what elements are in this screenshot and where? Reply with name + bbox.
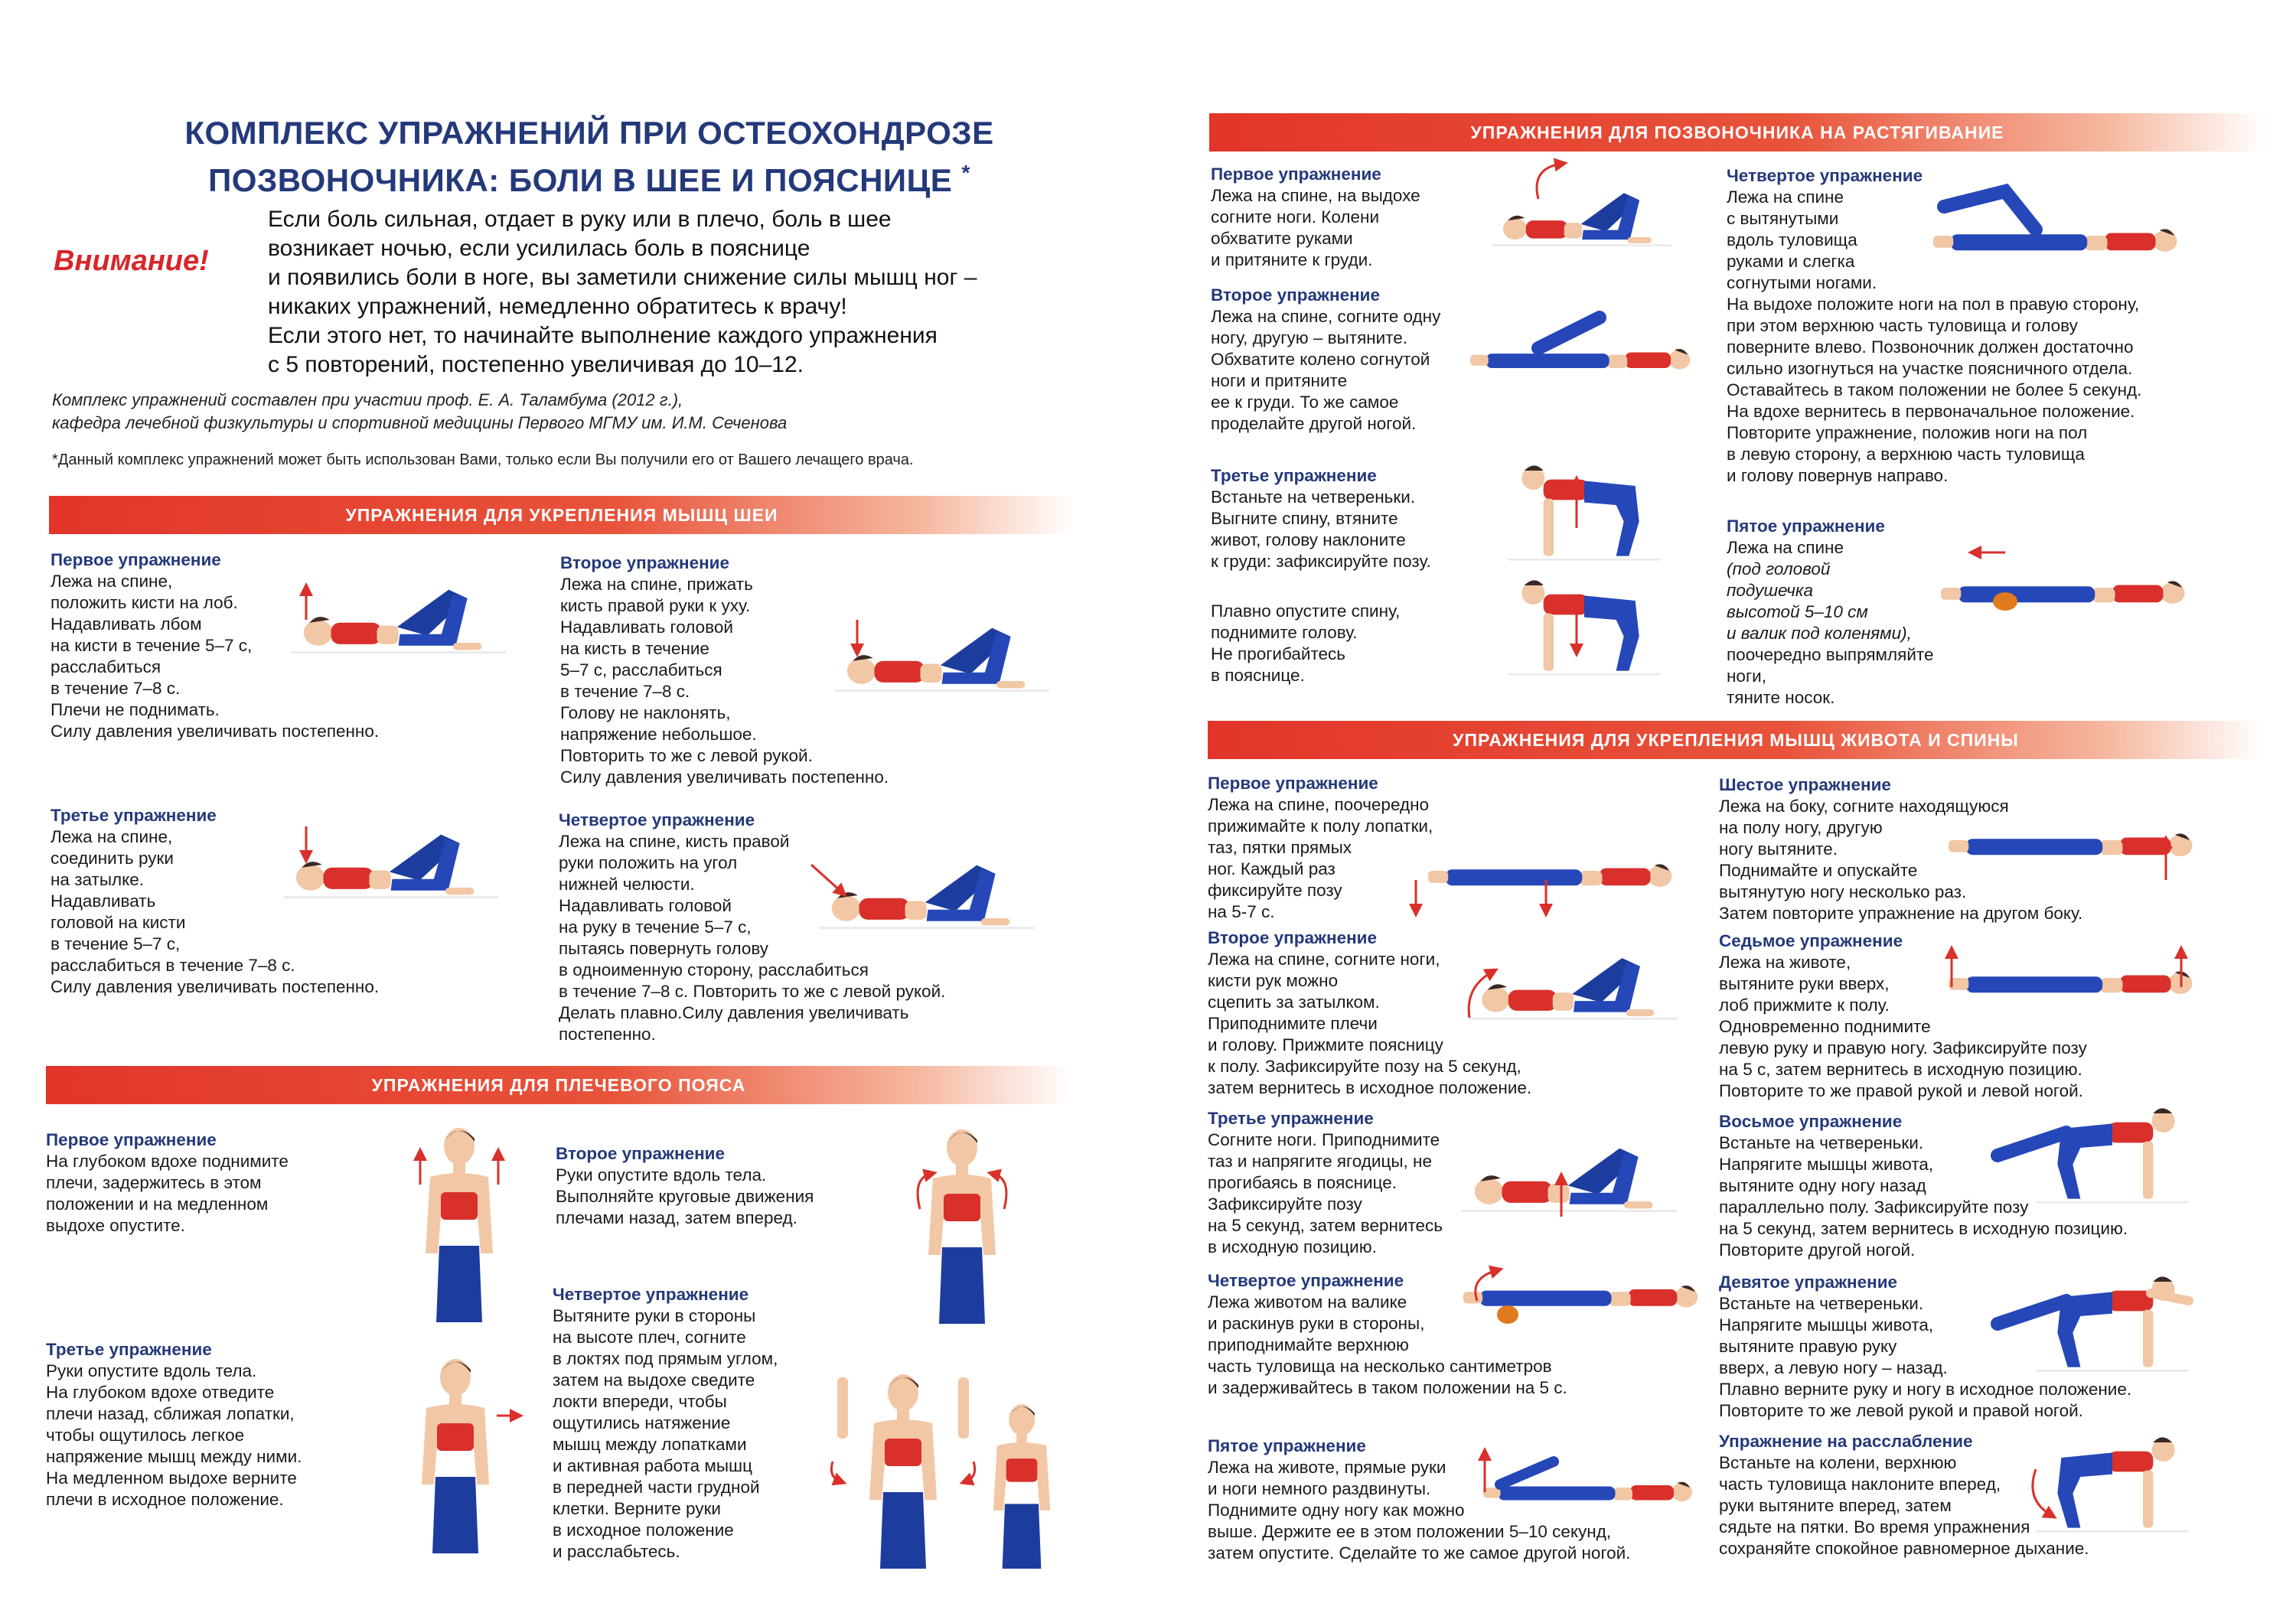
- abs-ex8-illustration: [1982, 1094, 2204, 1209]
- exercise-text: поочередно выпрямляйте ноги, тяните носок.: [1727, 645, 1934, 707]
- exercise-title: Четвертое упражнение: [1727, 166, 1923, 185]
- abs-ex2-illustration: [1469, 941, 1691, 1041]
- exercise-text: Согните ноги. Приподнимите таз и напрягите ягодицы, не прогибаясь в пояснице. Зафиксируйте позу на 5 секунд, затем вернитесь в исходную позицию.: [1208, 1130, 1443, 1256]
- exercise-title: Третье упражнение: [51, 806, 217, 825]
- exercise-text: Лежа на спине, согните ноги, кисти рук можно сцепить за затылком. Приподнимите плечи и голову. Прижмите поясницу к полу. Зафиксируйте позу на 5 секунд, затем вернитесь в исходное положение.: [1208, 950, 1532, 1097]
- exercise-text: Лежа на животе, вытяните руки вверх, лоб прижмите к полу. Одновременно поднимите левую руку и правую ногу. Зафиксируйте позу на 5 с, затем вернитесь в исходную позицию. Повторите то же правой рукой и левой ногой.: [1719, 953, 2087, 1100]
- intro-line: с 5 повторений, постепенно увеличивая до 10–12.: [268, 352, 804, 377]
- abs-ex10-illustration: [2020, 1423, 2204, 1538]
- shoulder-ex2-illustration: [912, 1125, 1012, 1324]
- exercise-title: Четвертое упражнение: [559, 810, 755, 829]
- intro-line: Если этого нет, то начинайте выполнение каждого упражнения: [268, 323, 938, 348]
- exercise-text: Лежа на спине: [1727, 538, 1844, 557]
- exercise-title: Первое упражнение: [51, 550, 221, 569]
- exercise-text: Плавно опустите спину, поднимите голову. Не прогибайтесь в пояснице.: [1211, 601, 1401, 685]
- exercise-text: Лежа на спине с вытянутыми вдоль туловища руками и слегка согнутыми ногами.: [1727, 187, 1877, 292]
- exercise-title: Третье упражнение: [1208, 1109, 1374, 1128]
- exercise-text-italic: (под головой подушечка высотой 5–10 см и валик под коленями),: [1727, 559, 1912, 643]
- intro-line: никаких упражнений, немедленно обратитесь к врачу!: [268, 294, 847, 319]
- intro-line: возникает ночью, если усилилась боль в пояснице: [268, 236, 810, 261]
- exercise-text: Руки опустите вдоль тела. На глубоком вдохе отведите плечи назад, сближая лопатки, чтобы ощутилось легкое напряжение мышц между ними. На медленном выдохе верните плечи в исходное положение.: [46, 1361, 302, 1509]
- exercise-text: Лежа на спине, прижать кисть правой руки к уху. Надавливать головой на кисть в течение 5–7 с, расслабиться в течение 7–8 с. Голову не наклонять, напряжение небольшое. Повторить то же с левой рукой. Силу давления увеличивать постепенно.: [560, 575, 889, 787]
- section-band-stretch: УПРАЖНЕНИЯ ДЛЯ ПОЗВОНОЧНИКА НА РАСТЯГИВАНИЕ: [1209, 113, 2265, 152]
- stretch-exercise-3: [1211, 465, 1517, 572]
- abs-ex7-illustration: [1936, 941, 2197, 1025]
- abs-ex3-illustration: [1462, 1133, 1691, 1232]
- exercise-title: Второе упражнение: [560, 553, 730, 572]
- abs-ex6-illustration: [1936, 803, 2197, 888]
- exercise-text: На глубоком вдохе поднимите плечи, задержитесь в этом положении и на медленном выдохе опустите.: [46, 1152, 289, 1235]
- credits-line-2: кафедра лечебной физкультуры и спортивной медицины Первого МГМУ им. И.М. Сеченова: [52, 413, 788, 432]
- shoulder-exercise-2: [556, 1143, 915, 1229]
- exercise-text: Лежа на боку, согните находящуюся на полу ногу, другую ногу вытяните. Поднимайте и опускайте вытянутую ногу несколько раз. Затем повторите упражнение на другом боку.: [1719, 797, 2083, 923]
- shoulder-ex3-illustration: [402, 1339, 524, 1569]
- exercise-title: Второе упражнение: [1208, 928, 1378, 947]
- exercise-text: Лежа на спине, кисть правой руки положить на угол нижней челюсти. Надавливать головой на руку в течение 5–7 с, пытаясь повернуть голову в одноименную сторону, расслабиться в течение 7–8 с. Повторить то же с левой рукой. Делать плавно.Силу давления увеличивать постепенно.: [559, 832, 946, 1044]
- exercise-title: Седьмое упражнение: [1719, 931, 1903, 950]
- exercise-title: Четвертое упражнение: [553, 1285, 749, 1304]
- stretch-ex1-illustration: [1492, 153, 1684, 275]
- section-band-neck: УПРАЖНЕНИЯ ДЛЯ УКРЕПЛЕНИЯ МЫШЦ ШЕИ: [49, 496, 1075, 534]
- shoulder-ex1-illustration: [409, 1123, 509, 1322]
- exercise-title: Второе упражнение: [556, 1144, 726, 1163]
- abs-ex5-illustration: [1469, 1439, 1699, 1523]
- stretch-exercise-4b: [1727, 294, 2216, 487]
- exercise-text: Лежа на животе, прямые руки и ноги немного раздвинуты. Поднимите одну ногу как можно выше. Держите ее в этом положении 5–10 секунд, затем опустите. Сделайте то же самое другой ногой.: [1208, 1458, 1631, 1563]
- neck-ex4-illustration: [811, 849, 1056, 949]
- abs-ex9-illustration: [1982, 1263, 2204, 1377]
- exercise-title: Упражнение на расслабление: [1719, 1432, 1973, 1451]
- stretch-ex5-illustration: [1913, 536, 2204, 627]
- attention-label: Внимание!: [54, 245, 209, 277]
- title-asterisk: *: [961, 161, 970, 184]
- exercise-title: Второе упражнение: [1211, 285, 1381, 305]
- neck-ex3-illustration: [283, 819, 513, 918]
- exercise-title: Пятое упражнение: [1727, 517, 1885, 536]
- neck-ex2-illustration: [834, 612, 1064, 712]
- exercise-title: Шестое упражнение: [1719, 775, 1891, 794]
- exercise-text: Лежа на спине, поочередно прижимайте к полу лопатки, таз, пятки прямых ног. Каждый раз фиксируйте позу на 5-7 с.: [1208, 795, 1433, 921]
- exercise-title: Третье упражнение: [46, 1340, 212, 1359]
- stretch-ex3b-illustration: [1492, 566, 1676, 681]
- exercise-text: Лежа на спине, на выдохе согните ноги. Колени обхватите руками и притяните к груди.: [1211, 186, 1420, 269]
- exercise-title: Четвертое упражнение: [1208, 1271, 1404, 1290]
- stretch-ex4-illustration: [1921, 184, 2181, 275]
- exercise-title: Первое упражнение: [1211, 165, 1381, 184]
- neck-ex1-illustration: [291, 574, 520, 673]
- exercise-title: Девятое упражнение: [1719, 1273, 1898, 1292]
- shoulder-ex4-illustration-side: [972, 1400, 1071, 1569]
- exercise-title: Первое упражнение: [1208, 774, 1378, 793]
- section-band-abs: УПРАЖНЕНИЯ ДЛЯ УКРЕПЛЕНИЯ МЫШЦ ЖИВОТА И СПИНЫ: [1208, 721, 2264, 759]
- stretch-exercise-1: [1211, 164, 1517, 271]
- stretch-exercise-3b: [1211, 601, 1517, 686]
- exercise-text: Руки опустите вдоль тела. Выполняйте круговые движения плечами назад, затем вперед.: [556, 1165, 814, 1227]
- section-band-shoulder: УПРАЖНЕНИЯ ДЛЯ ПЛЕЧЕВОГО ПОЯСА: [46, 1066, 1071, 1104]
- shoulder-exercise-1: [46, 1129, 406, 1237]
- exercise-text: Лежа на спине, согните одну ногу, другую – вытяните. Обхватите колено согнутой ноги и притяните ее к груди. То же самое проделайте другой ногой.: [1211, 307, 1441, 433]
- exercise-title: Восьмое упражнение: [1719, 1112, 1903, 1131]
- stretch-ex3-illustration: [1492, 451, 1676, 566]
- exercise-text: Встаньте на четвереньки. Напрягите мышцы живота, вытяните правую руку вверх, а левую ногу – назад. Плавно верните руку и ногу в исходное положение. Повторите то же левой рукой и правой ногой.: [1719, 1294, 2132, 1420]
- intro-text: [268, 205, 1071, 380]
- exercise-title: Пятое упражнение: [1208, 1436, 1366, 1455]
- abs-ex4-illustration: [1454, 1255, 1699, 1339]
- exercise-text: Лежа на спине, положить кисти на лоб. Надавливать лбом на кисти в течение 5–7 с, расслабиться в течение 7–8 с. Плечи не поднимать. Силу давления увеличивать постепенно.: [51, 572, 380, 741]
- exercise-title: Третье упражнение: [1211, 466, 1377, 485]
- intro-line: и появились боли в ноге, вы заметили снижение силы мышц ног –: [268, 265, 977, 290]
- exercise-title: Первое упражнение: [46, 1130, 217, 1149]
- exercise-text: На выдохе положите ноги на пол в правую сторону, при этом верхнюю часть туловища и голову поверните влево. Позвоночник должен достаточно сильно изогнуться на участке поясничного отдела. Оставайтесь в таком положении не более 5 секунд. На вдохе вернитесь в первоначальное положение. Повторите упражнение, положив ноги на пол в левую сторону, а верхнюю часть туловища и голову повернув направо.: [1727, 295, 2142, 485]
- title-line-2: ПОЗВОНОЧНИКА: БОЛИ В ШЕЕ И ПОЯСНИЦЕ *: [208, 161, 970, 198]
- page-title: [61, 113, 1117, 200]
- credits: [52, 389, 970, 435]
- title-line-1: КОМПЛЕКС УПРАЖНЕНИЙ ПРИ ОСТЕОХОНДРОЗЕ: [184, 115, 994, 151]
- footnote: *Данный комплекс упражнений может быть использован Вами, только если Вы получили его от Вашего лечащего врача.: [52, 451, 914, 468]
- shoulder-exercise-3: [46, 1339, 406, 1511]
- exercise-text: Встаньте на колени, верхнюю часть туловища наклоните вперед, руки вытяните вперед, затем сядьте на пятки. Во время упражнения сохраняйте спокойное равномерное дыхание.: [1719, 1453, 2089, 1558]
- exercise-text: Встаньте на четвереньки. Напрягите мышцы живота, вытяните одну ногу назад параллельно полу. Зафиксируйте позу на 5 секунд, затем вернитесь в исходную позицию. Повторите другой ногой.: [1719, 1133, 2128, 1260]
- credits-line-1: Комплекс упражнений составлен при участии проф. Е. А. Таламбума (2012 г.),: [52, 390, 683, 409]
- exercise-text: Вытяните руки в стороны на высоте плеч, согните в локтях под прямым углом, затем на выдохе сведите локти впереди, чтобы ощутились натяжение мышц между лопатками и активная работа мышц в передней части грудной клетки. Верните руки в исходное положение и расслабьтесь.: [553, 1306, 778, 1561]
- exercise-text: Лежа животом на валике и раскинув руки в стороны, приподнимайте верхнюю часть туловища на несколько сантиметров и задерживайтесь в таком положении на 5 с.: [1208, 1292, 1567, 1397]
- stretch-ex2-illustration: [1462, 302, 1691, 402]
- shoulder-ex4-illustration-front: [827, 1362, 980, 1569]
- exercise-text: Встаньте на четвереньки. Выгните спину, втяните живот, голову наклоните к груди: зафиксируйте позу.: [1211, 487, 1431, 571]
- intro-line: Если боль сильная, отдает в руку или в плечо, боль в шее: [268, 207, 892, 232]
- abs-ex1-illustration: [1401, 834, 1691, 918]
- exercise-text: Лежа на спине, соединить руки на затылке. Надавливать головой на кисти в течение 5–7 с, расслабиться в течение 7–8 с. Силу давления увеличивать постепенно.: [51, 827, 380, 996]
